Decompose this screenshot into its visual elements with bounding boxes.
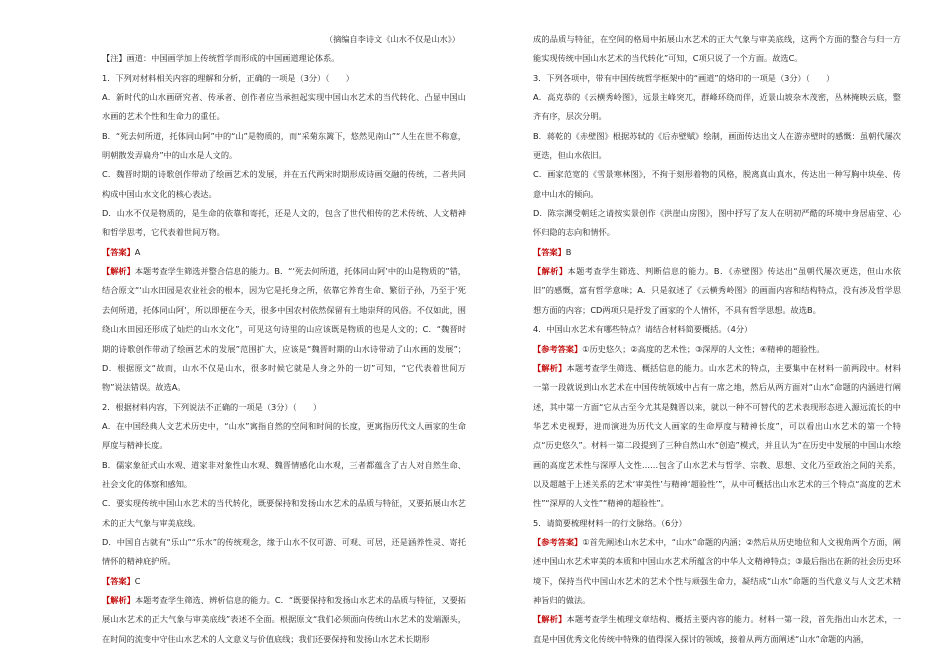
answer-value: ①历史悠久；②高度的艺术性；③深厚的人文性；④精神的超验性。 xyxy=(582,343,825,354)
question-1-option-b: B．“死去何所道，托体同山阿”中的“山”是物质的，而“采菊东篱下，悠然见南山”“人生在世不称意，明朝散发弄扁舟”中的山水是人文的。 xyxy=(102,130,466,161)
question-4-answer xyxy=(533,340,901,359)
question-2-analysis xyxy=(102,591,466,649)
question-2-analysis-continued: 成的品质与特征，在空间的格局中拓展山水艺术的正大气象与审美底线，这两个方面的整合与归一方能实现传统中国山水艺术的当代转化”可知，C项只说了一个方面。故选C。 xyxy=(533,34,901,64)
analysis-text: 本题考查学生筛选并整合信息的能力。B．“‘死去何所道，托体同山阿’中的山是物质的”错，结合原文“‘山水田园是农业社会的根本，因为它是托身之所，依靠它养育生命、繁衍子孙，乃至于‘死去何所道，托体同山阿’，所以即便在今天，很多中国农村依然保留有土地崇拜的风俗。不仅如此，围绕山水田园还形成了灿烂的山水文化”，可见这句诗里的山应该既是物质的也是人文的；C．“魏晋时期的诗歌创作带动了绘画艺术的发展”范围扩大，应该是“魏晋时期的山水诗带动了山水画的发展”；D．根据原文“故而，山水不仅是山水，很多时候它就是人身之外的一切”可知，“它代表着世间万物”说法错误。故选A。 xyxy=(102,266,466,393)
analysis-text: 本题考查学生筛选、判断信息的能力。B．《赤壁图》传达出“虽朝代屡次更迭，但山水依旧”的感慨，富有哲学意味；A．只是叙述了《云横秀岭图》的画面内容和结构特点，没有涉及哲学思想方面的内容；CD两项只是抒发了画家的个人情怀，不具有哲学思想。故选B。 xyxy=(533,266,901,315)
question-2-option-c: C．要实现传统中国山水艺术的当代转化，既要保持和发扬山水艺术的品质与特征，又要拓展山水艺术的正大气象与审美底线。 xyxy=(102,498,466,528)
question-4-stem: 4．中国山水艺术有哪些特点？请结合材料简要概括。（4分） xyxy=(533,324,753,335)
question-3-option-c: C．画家范宽的《雪景寒林图》，不拘于刻形着物的风格，脱离真山真水，传达出一种写胸中块垒、传意中山水的倾向。 xyxy=(533,169,901,199)
question-1-option-c: C．魏晋时期的诗歌创作带动了绘画艺术的发展，并在五代两宋时期形成诗画交融的传统，二者共同构成中国山水文化的核心表达。 xyxy=(102,169,466,199)
question-2-stem: 2．根据材料内容，下列说法不正确的一项是（3分）（ ） xyxy=(102,401,322,412)
answer-tag: 【答案】 xyxy=(102,246,135,257)
analysis-tag: 【解析】 xyxy=(533,614,567,625)
left-column xyxy=(102,30,466,649)
right-column xyxy=(533,30,901,649)
question-2-answer xyxy=(102,572,466,591)
answer-tag: 【答案】 xyxy=(102,575,135,586)
question-2-option-b: B．儒家象征式山水观、道家非对象性山水观、魏晋情感化山水观，三者都蕴含了古人对自然生命、社会文化的体察和感知。 xyxy=(102,459,466,489)
question-2-option-a: A．在中国经典人文艺术历史中，“山水”寓指自然的空间和时间的长度，更寓指历代文人画家的生命厚度与精神长度。 xyxy=(102,420,466,451)
analysis-tag: 【解析】 xyxy=(102,594,135,605)
analysis-tag: 【解析】 xyxy=(102,266,135,277)
question-3-answer xyxy=(533,243,901,262)
answer-value: ①首先阐述山水艺术中，“山水”命题的内涵；②然后从历史地位和人文视角两个方面，阐述中国山水艺术审美的本质和中国山水艺术所蕴含的中华人文精神特点；③最后指出在新的社会历史环境下，保持当代中国山水艺术的艺术个性与顽强生命力，凝结成“山水”命题的当代意义与人文艺术精神旨归的做法。 xyxy=(533,536,901,605)
question-1-analysis xyxy=(102,262,466,397)
question-4-analysis xyxy=(533,359,901,514)
question-1-option-a: A．新时代的山水画研究者、传承者、创作者应当承担起实现中国山水艺术的当代转化、凸显中国山水画的艺术个性和生命力的重任。 xyxy=(102,92,466,122)
question-3-analysis xyxy=(533,262,901,320)
question-3-option-b: B．蒋乾的《赤壁图》根据苏轼的《后赤壁赋》绘制，画面传达出文人在游赤壁时的感慨：虽朝代屡次更迭，但山水依旧。 xyxy=(533,130,901,161)
analysis-text: 本题考查学生筛选、辨析信息的能力。C．“既要保持和发扬山水艺术的品质与特征，又要拓展山水艺术的正大气象与审美底线”表述不全面。根据原文“我们必须面向传统山水艺术的发端源头，在时间的流变中守住山水艺术的人文意义与价值底线；我们还要保持和发扬山水艺术长期形 xyxy=(102,594,466,644)
analysis-text: 本题考查学生筛选、概括信息的能力。山水艺术的特点，主要集中在材料一前两段中。材料一第一段就说到山水艺术在中国传统领域中占有一席之地，然后从两方面对“山水”命题的内涵进行阐述，其中第一方面“它从古至今尤其是魏晋以来，就以一种不可替代的艺术表现形态进入源远流长的中华艺术史视野，进而演进为历代文人画家的生命厚度与精神长度”，可以看出山水艺术的第一个特点“历史悠久”。材料一第二段提到了三种自然山水“创造”模式，并且认为“在历史中发展的中国山水绘画的高度艺术性与深厚人文性……包含了山水艺术与哲学、宗教、思想、文化乃至政治之间的关系，以及超越于上述关系的艺术‘审美性’与精神‘超验性’”，从中可概括出山水艺术的三个特点“高度的艺术性”“深厚的人文性”“精神的超验性”。 xyxy=(533,362,901,509)
source-citation: （摘编自李诗文《山水不仅是山水》） xyxy=(324,34,460,44)
question-5-stem: 5．请简要梳理材料一的行文脉络。（6分） xyxy=(533,517,687,528)
question-3-option-a: A．高克恭的《云横秀岭图》，远景主峰突兀，群峰环绕而伴，近景山坡杂木茂密，丛林掩映云底，整齐有序，层次分明。 xyxy=(533,92,901,122)
question-1-stem: 1．下列对材料相关内容的理解和分析，正确的一项是（3分）（ ） xyxy=(102,72,354,83)
question-1-option-d: D．山水不仅是物质的，是生命的依靠和寄托，还是人文的，包含了世代相传的艺术传统、人文精神和哲学思考，它代表着世间万物。 xyxy=(102,208,466,238)
analysis-tag: 【解析】 xyxy=(533,362,567,373)
answer-tag: 【参考答案】 xyxy=(533,536,583,547)
question-5-analysis xyxy=(533,610,901,649)
answer-value: B xyxy=(565,246,572,257)
analysis-text: 本题考查学生梳理文章结构、概括主要内容的能力。材料一第一段，首先指出山水艺术，一直是中国优秀文化传统中特殊的值得深入探讨的领域，接着从两方面阐述“山水”命题的内涵， xyxy=(533,614,901,644)
answer-tag: 【答案】 xyxy=(533,246,566,257)
answer-value: A xyxy=(134,246,141,257)
question-1-answer xyxy=(102,243,466,262)
question-3-stem: 3．下列各项中，带有中国传统哲学框架中的“画道”的烙印的一项是（3分）（ ） xyxy=(533,72,835,83)
question-5-answer xyxy=(533,533,901,610)
question-2-option-d: D．中国自古就有“乐山”“乐水”的传统观念，缘于山水不仅可游、可观、可居，还是涵养性灵、寄托情怀的精神庇护所。 xyxy=(102,536,466,567)
question-3-option-d: D．陈宗渊受朝廷之请按实景创作《洪崖山房图》，图中抒写了友人在明初严酷的环境中身居庙堂、心怀归隐的志向和情怀。 xyxy=(533,208,901,238)
analysis-tag: 【解析】 xyxy=(533,266,568,277)
footnote: 【注】画道：中国画学加上传统哲学而形成的中国画道理论体系。 xyxy=(102,53,340,64)
answer-tag: 【参考答案】 xyxy=(533,343,583,354)
answer-value: C xyxy=(134,575,141,586)
